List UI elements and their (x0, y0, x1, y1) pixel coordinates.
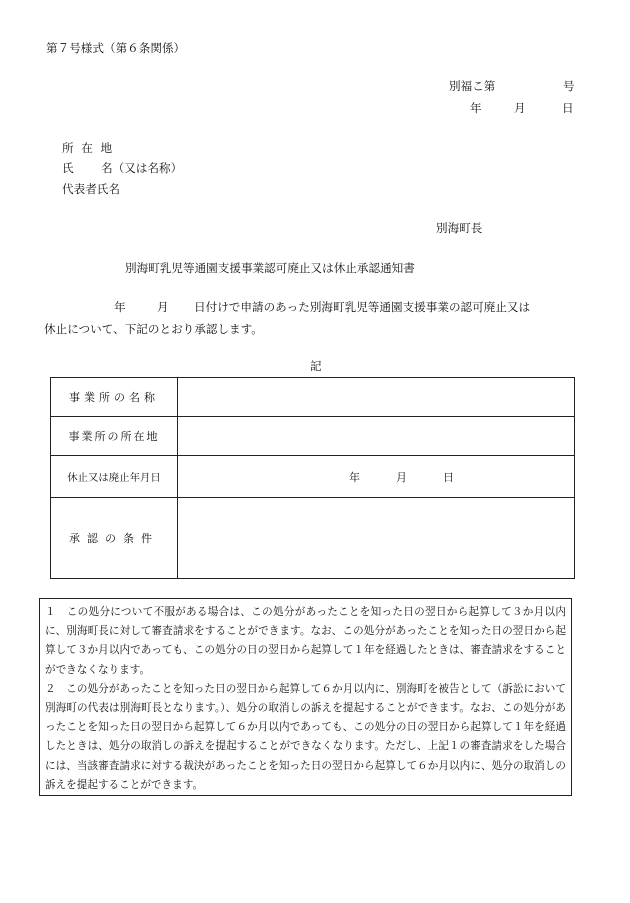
date-month: 月 (514, 101, 526, 115)
facility-name-value (178, 378, 575, 417)
suspension-date-year: 年 (349, 470, 360, 484)
ki-heading: 記 (310, 359, 322, 373)
representative-label: 代表者氏名 (62, 182, 120, 196)
table-row (51, 498, 575, 579)
suspension-date-month: 月 (396, 470, 407, 484)
suspension-date-label: 休止又は廃止年月日 (51, 456, 178, 498)
form-id: 第７号様式（第６条関係） (46, 41, 186, 55)
table-row (51, 378, 575, 417)
date-year: 年 (470, 101, 482, 115)
date-day: 日 (562, 101, 574, 115)
body-month: 月 (157, 300, 169, 314)
body-line1: 日付けで申請のあった別海町乳児等通園支援事業の認可廃止又は (194, 300, 531, 314)
ref-number-prefix: 別福こ第 (449, 79, 496, 93)
record-table (50, 377, 575, 579)
facility-address-label: 事業所の所在地 (51, 417, 178, 456)
body-year: 年 (114, 300, 126, 314)
name-label-1: 氏 (62, 161, 74, 175)
facility-name-label: 事業所の名称 (51, 378, 178, 417)
name-label-2: 名（又は名称） (101, 161, 183, 175)
body-line2: 休止について、下記のとおり承認します。 (44, 322, 263, 336)
issuer: 別海町長 (436, 221, 483, 235)
approval-conditions-label: 承認の条件 (51, 498, 178, 579)
note-2: ２ この処分があったことを知った日の翌日から起算して６か月以内に、別海町を被告として（訴訟において別海町の代表は別海町長となります。）、処分の取消しの訴えを提起することができます。なお、この処分があったことを知った日の翌日から起算して６か月以内であっても、この処分の日の翌日から起算して１年を経過したときは、処分の取消しの訴えを提起することができなくなります。ただし、上記１の審査請求をした場合には、当該審査請求に対する裁決があったことを知った日の翌日から起算して６か月以内に、処分の取消しの訴えを提起することができます。 (45, 682, 566, 791)
table-row (51, 417, 575, 456)
ref-number-suffix: 号 (563, 79, 575, 93)
appeal-notes (39, 598, 572, 796)
note-1: １ この処分について不服がある場合は、この処分があったことを知った日の翌日から起算して３か月以内に、別海町長に対して審査請求をすることができます。なお、この処分があったことを知った日の翌日から起算して３か月以内であっても、この処分の日の翌日から起算して１年を経過したときは、審査請求をすることができなくなります。 (45, 606, 566, 676)
suspension-date-value (178, 456, 575, 498)
document-title: 別海町乳児等通園支援事業認可廃止又は休止承認通知書 (125, 261, 415, 275)
approval-conditions-value (178, 498, 575, 579)
address-label: 所 在 地 (62, 141, 115, 155)
table-row (51, 456, 575, 498)
suspension-date-day: 日 (443, 470, 454, 484)
facility-address-value (178, 417, 575, 456)
